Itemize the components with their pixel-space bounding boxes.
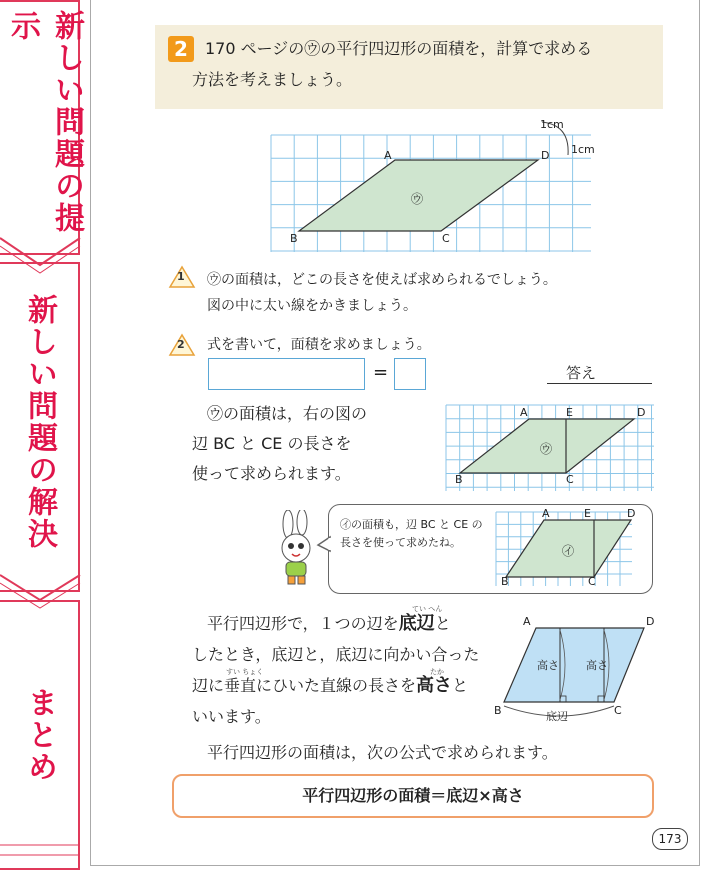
definition-text: と [434, 614, 451, 633]
tab-chevrons [0, 0, 82, 870]
diagram-vertex-c: C [614, 704, 622, 717]
problem-text-1: 170 ページの㋒の平行四辺形の面積を，計算で求める [205, 39, 593, 58]
step-2-number: 2 [177, 338, 185, 351]
ruby-suichoku: すい ちょく [226, 668, 264, 676]
diagram-vertex-a: A [523, 615, 531, 628]
grid3-region-label: ㋑ [562, 544, 575, 558]
vertex-d: D [541, 149, 550, 162]
height-diagram [494, 610, 664, 725]
diagram-vertex-d: D [646, 615, 655, 628]
diagram-height-1: 高さ [537, 659, 559, 672]
unit-label-right: 1cm [571, 143, 595, 156]
definition-text: 平行四辺形で，１つの辺を [207, 614, 399, 633]
grid2-vertex-a: A [520, 406, 528, 419]
grid2-vertex-d: D [637, 406, 646, 419]
step-2-text: 式を書いて，面積を求めましょう。 [207, 337, 431, 353]
tab-label: まとめ [22, 687, 57, 783]
explain-line-1: ㋒の面積は，右の図の [207, 404, 368, 423]
grid2-vertex-c: C [566, 473, 574, 486]
step-1-text-1: ㋒の面積は，どこの長さを使えば求められるでしょう。 [207, 272, 557, 288]
diagram-base-label: 底辺 [546, 710, 568, 723]
bubble-text-2: 長さを使って求めたね。 [340, 536, 461, 549]
ruby-teihen: てい へん [412, 605, 443, 613]
grid3-vertex-d: D [627, 507, 636, 520]
vertex-b: B [290, 232, 298, 245]
grid3-vertex-b: B [501, 575, 509, 588]
term-base: 底辺 [398, 613, 435, 634]
explain-line-3: 使って求められます。 [192, 464, 351, 483]
definition-line-4: いいます。 [192, 707, 271, 726]
unit-label-top: 1cm [540, 118, 564, 131]
grid2-region-label: ㋒ [540, 442, 553, 456]
ruby-taka: たか [430, 668, 444, 676]
grid3-vertex-c: C [588, 575, 596, 588]
problem-text-2: 方法を考えましょう。 [192, 70, 353, 89]
vertex-a: A [384, 149, 392, 162]
term-height: 高さ [416, 675, 453, 696]
step-1-number: 1 [177, 270, 185, 283]
region-label: ㋒ [411, 192, 424, 206]
answer-line[interactable] [547, 383, 652, 384]
diagram-height-2: 高さ [586, 659, 608, 672]
vertex-c: C [442, 232, 450, 245]
grid2-vertex-e: E [566, 406, 573, 419]
grid2-vertex-b: B [455, 473, 463, 486]
formula-intro: 平行四辺形の面積は，次の公式で求められます。 [207, 743, 558, 762]
definition-text: と [452, 676, 469, 695]
tab-label: 新しい問題の提示 [5, 10, 84, 234]
definition-line-2: したとき，底辺と，底辺に向かい合った [192, 645, 480, 664]
equals-sign: = [373, 362, 389, 383]
grid3-vertex-a: A [542, 507, 550, 520]
page-number: 173 [652, 828, 688, 850]
step-1-text-2: 図の中に太い線をかきましょう。 [207, 298, 417, 314]
definition-line-1 [207, 612, 451, 636]
definition-text: 辺に垂直にひいた直線の長さを [192, 676, 417, 695]
diagram-vertex-b: B [494, 704, 502, 717]
expression-input[interactable] [208, 358, 365, 390]
problem-number: 2 [168, 36, 194, 62]
formula-box: 平行四辺形の面積＝底辺×高さ [172, 774, 654, 818]
grid-figure-1 [260, 115, 600, 255]
tab-label: 新しい問題の解決 [22, 294, 57, 550]
bubble-text-1: ㋑の面積も，辺 BC と CE の [340, 518, 483, 531]
grid3-vertex-e: E [584, 507, 591, 520]
bubble-tail [316, 535, 332, 553]
definition-line-3 [192, 674, 468, 698]
answer-label: 答え [566, 364, 597, 382]
explain-line-2: 辺 BC と CE の長さを [192, 434, 352, 453]
result-input[interactable] [394, 358, 426, 390]
